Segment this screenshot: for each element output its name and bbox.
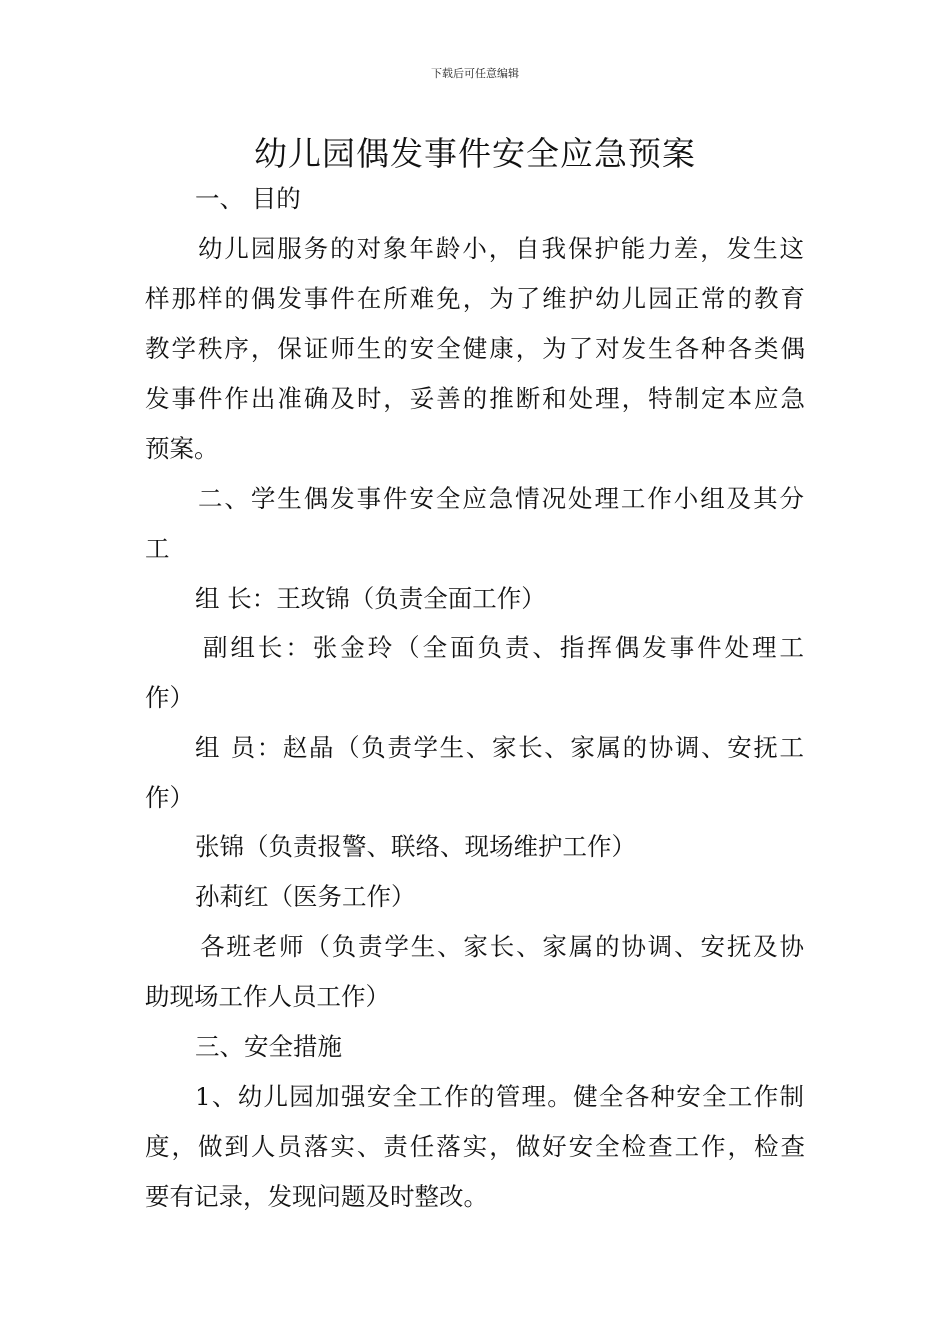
team-member-line: 张锦（负责报警、联络、现场维护工作） xyxy=(195,832,636,861)
paragraph-line: 教学秩序，保证师生的安全健康，为了对发生各种各类偶 xyxy=(145,334,805,363)
paragraph-line: 要有记录，发现问题及时整改。 xyxy=(145,1182,488,1211)
section-heading-measures: 三、安全措施 xyxy=(195,1032,342,1061)
paragraph-line: 作） xyxy=(145,783,194,812)
paragraph-line: 发事件作出准确及时，妥善的推断和处理，特制定本应急 xyxy=(145,384,805,413)
document-title: 幼儿园偶发事件安全应急预案 xyxy=(254,134,696,173)
section-heading-team: 二、学生偶发事件安全应急情况处理工作小组及其分 xyxy=(198,484,804,513)
paragraph-line: 助现场工作人员工作） xyxy=(145,982,390,1011)
paragraph-line: 度，做到人员落实、责任落实，做好安全检查工作，检查 xyxy=(145,1132,805,1161)
header-note: 下载后可任意编辑 xyxy=(431,67,519,80)
paragraph-line: 工 xyxy=(145,534,170,563)
paragraph-line: 预案。 xyxy=(145,434,219,463)
paragraph-line: 作） xyxy=(145,683,194,712)
team-member-line: 各班老师（负责学生、家长、家属的协调、安抚及协 xyxy=(200,932,804,961)
paragraph-line: 幼儿园服务的对象年龄小，自我保护能力差，发生这 xyxy=(198,234,804,263)
paragraph-line: 1、幼儿园加强安全工作的管理。健全各种安全工作制 xyxy=(195,1082,804,1111)
team-member-line: 孙莉红（医务工作） xyxy=(195,882,416,911)
section-heading-purpose: 一、 目的 xyxy=(195,184,301,213)
deputy-leader-line: 副组长：张金玲（全面负责、指挥偶发事件处理工 xyxy=(203,633,804,662)
team-member-line: 组 员：赵晶（负责学生、家长、家属的协调、安抚工 xyxy=(195,733,804,762)
paragraph-line: 样那样的偶发事件在所难免，为了维护幼儿园正常的教育 xyxy=(145,284,805,313)
team-leader-line: 组 长：王玫锦（负责全面工作） xyxy=(195,584,546,613)
